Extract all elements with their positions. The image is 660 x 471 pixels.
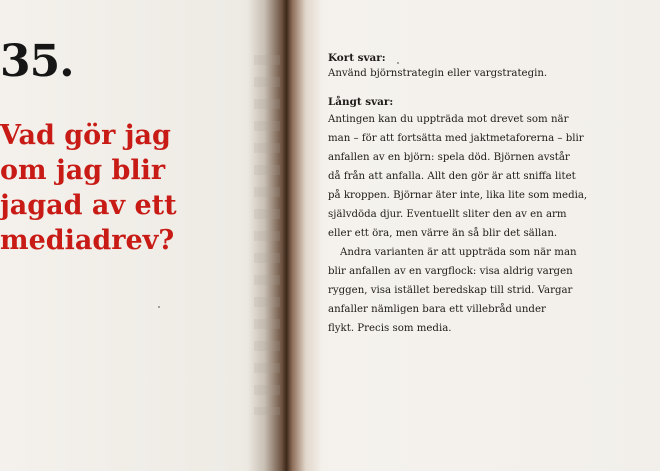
text-line: anfallen av en björn: spela död. Björnen avstår: [328, 152, 570, 163]
text-line: man – för att fortsätta med jaktmetaforerna – blir: [328, 133, 584, 144]
long-answer-text: [328, 110, 628, 338]
question-line: jagad av ett: [0, 190, 177, 221]
text-line: då från att anfalla. Allt den gör är att sniffa litet: [328, 171, 576, 182]
paper-speck: [158, 306, 160, 308]
text-line: flykt. Precis som media.: [328, 323, 452, 334]
text-line: på kroppen. Björnar äter inte, lika lite som media,: [328, 190, 588, 201]
chapter-question: [0, 118, 250, 258]
short-answer-label: Kort svar:: [328, 52, 386, 64]
answer-text: [328, 51, 628, 338]
text-line-content: Andra varianten är att uppträda som när man: [340, 247, 577, 258]
text-line: självdöda djur. Eventuellt sliter den av en arm: [328, 209, 567, 220]
long-answer-label: Långt svar:: [328, 96, 394, 108]
text-line: eller ett öra, men värre än så blir det sällan.: [328, 228, 558, 239]
show-through-text: [254, 55, 280, 415]
chapter-number: 35.: [0, 36, 74, 87]
short-answer-text: Använd björnstrategin eller vargstrategin.: [328, 68, 548, 79]
text-line: anfaller nämligen bara ett villebråd under: [328, 304, 546, 315]
text-line: ryggen, visa istället beredskap till strid. Vargar: [328, 285, 573, 296]
question-line: mediadrev?: [0, 225, 175, 256]
question-line: om jag blir: [0, 155, 166, 186]
question-line: Vad gör jag: [0, 120, 171, 151]
paper-speck: [397, 62, 399, 64]
text-line: Antingen kan du uppträda mot drevet som när: [328, 114, 569, 125]
text-line: [328, 243, 628, 262]
text-line: blir anfallen av en vargflock: visa aldrig vargen: [328, 266, 573, 277]
